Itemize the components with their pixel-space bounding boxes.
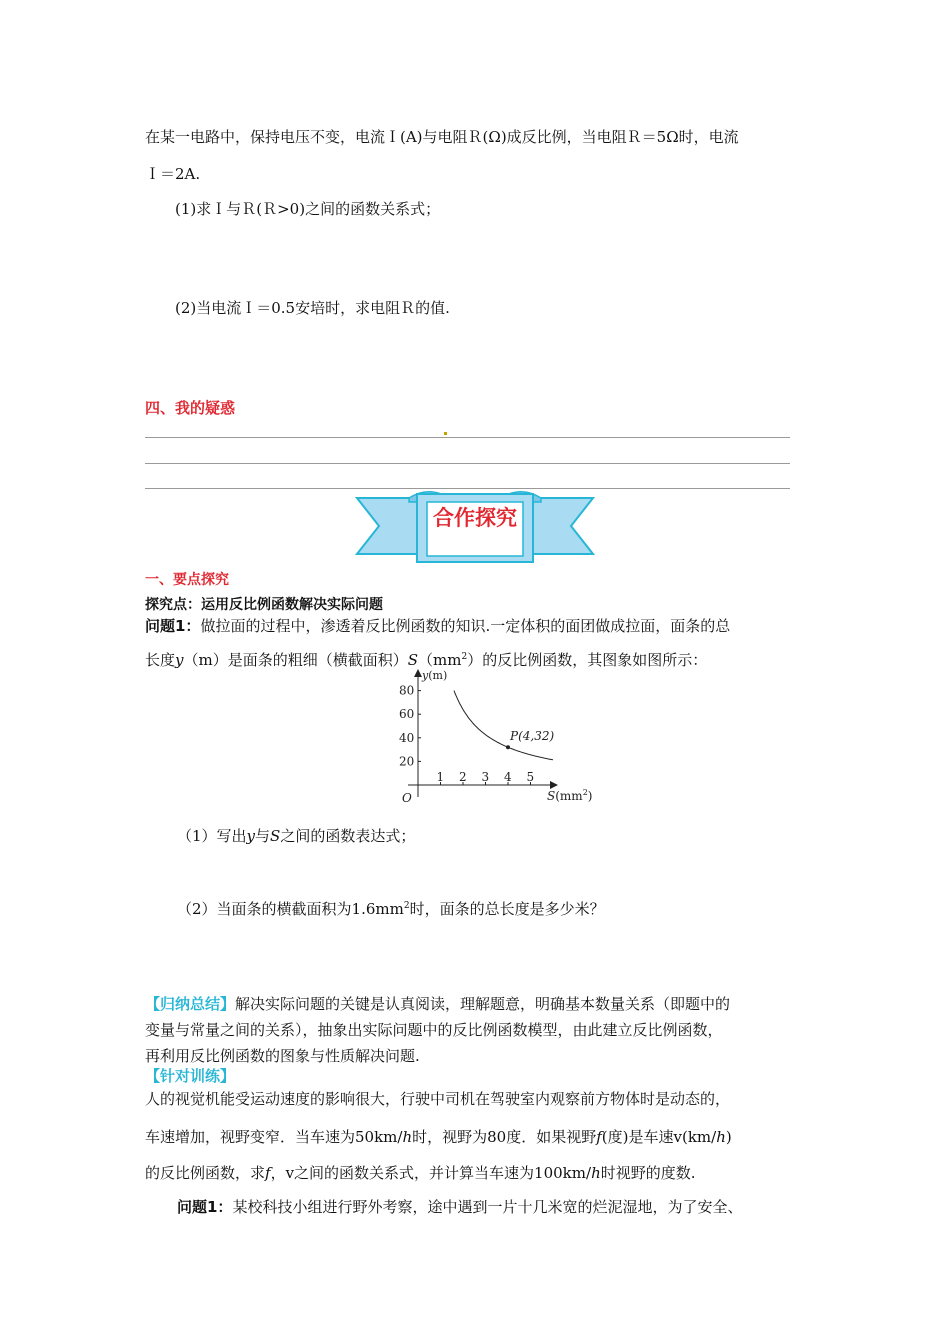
var-y: y — [175, 651, 184, 669]
t3-f: f — [265, 1164, 271, 1182]
summary-line3: 再利用反比例函数的图象与性质解决问题. — [145, 1047, 420, 1065]
problem1-line2-c: （m）是面条的粗细（横截面积） — [183, 651, 408, 669]
y-tick-label-20: 20 — [399, 754, 415, 769]
sup-2: 2 — [461, 652, 468, 662]
banner-title: 合作探究 — [433, 506, 517, 530]
problem1-line2-a: 长度 — [145, 651, 176, 669]
answer-line-1 — [145, 437, 790, 438]
t3-e: 时视野的度数. — [600, 1164, 696, 1182]
y-axis-arrow — [414, 669, 422, 677]
question-1: (1)求Ｉ与Ｒ(Ｒ>0)之间的函数关系式； — [175, 200, 441, 218]
explore-point-title: 探究点：运用反比例函数解决实际问题 — [145, 597, 383, 613]
q1-c: 与 — [255, 827, 271, 845]
problem1-line2-e: （mm — [418, 651, 462, 669]
point-p — [506, 745, 510, 749]
y-tick-label-80: 80 — [399, 683, 415, 698]
summary-text-1: 解决实际问题的关键是认真阅读，理解题意，明确基本数量关系（即题中的 — [235, 995, 731, 1013]
q2-a: （2）当面条的横截面积为1.6mm — [177, 900, 404, 918]
point-p-label: P(4,32) — [510, 729, 555, 744]
q2-sup: 2 — [403, 901, 410, 911]
problem-text-line1: 在某一电路中，保持电压不变，电流Ｉ(A)与电阻Ｒ(Ω)成反比例，当电阻Ｒ＝5Ω时，电流 — [145, 128, 739, 146]
x-axis-arrow — [550, 781, 558, 789]
training-line3 — [145, 1163, 696, 1183]
y-tick-label-60: 60 — [399, 707, 415, 722]
summary-line1 — [145, 994, 730, 1014]
doubts-heading: 四、我的疑惑 — [145, 399, 236, 417]
problem1-text: 做拉面的过程中，渗透着反比例函数的知识.一定体积的面团做成拉面，面条的总 — [200, 617, 731, 635]
q1-e: 之间的函数表达式； — [280, 827, 416, 845]
answer-line-2 — [145, 463, 790, 464]
next-problem-text: 某校科技小组进行野外考察，途中遇到一片十几米宽的烂泥湿地，为了安全、 — [232, 1198, 743, 1216]
explore-question-1 — [177, 826, 415, 846]
problem1-label: 问题1： — [145, 617, 201, 635]
t2-h2: h — [716, 1128, 726, 1146]
explore-heading: 一、要点探究 — [145, 572, 229, 588]
problem1-line1 — [145, 616, 730, 636]
training-label: 【针对训练】 — [145, 1067, 236, 1085]
q1-a: （1）写出 — [177, 827, 247, 845]
t2-g: ) — [725, 1128, 732, 1146]
x-tick-label-1: 1 — [436, 770, 445, 784]
t2-a: 车速增加，视野变窄．当车速为50km/ — [145, 1128, 403, 1146]
next-problem-label: 问题1： — [177, 1198, 233, 1216]
t3-a: 的反比例函数，求 — [145, 1164, 266, 1182]
next-problem-line — [177, 1197, 742, 1217]
training-line1: 人的视觉机能受运动速度的影响很大，行驶中司机在驾驶室内观察前方物体时是动态的， — [145, 1090, 731, 1108]
q2-c: 时，面条的总长度是多少米？ — [409, 900, 605, 918]
t2-f: f — [596, 1128, 602, 1146]
inverse-function-chart — [390, 665, 610, 810]
explore-question-2 — [177, 896, 605, 919]
problem1-line2-g: ）的反比例函数，其图象如图所示： — [467, 651, 708, 669]
x-axis-label: $S(mm^2)$ — [547, 788, 593, 803]
inverse-curve — [454, 691, 553, 760]
x-tick-label-3: 3 — [481, 770, 490, 784]
question-2: (2)当电流Ｉ＝0.5安培时，求电阻Ｒ的值. — [175, 299, 450, 317]
q1-var-s: S — [270, 827, 281, 845]
problem-text-line2: Ｉ＝2A. — [145, 165, 201, 183]
summary-line2: 变量与常量之间的关系），抽象出实际问题中的反比例函数模型，由此建立反比例函数， — [145, 1021, 723, 1039]
training-line2 — [145, 1127, 732, 1147]
x-tick-label-5: 5 — [526, 770, 535, 784]
y-tick-label-40: 40 — [399, 730, 415, 745]
t2-c: 时，视野为80度．如果视野 — [412, 1128, 597, 1146]
x-tick-label-2: 2 — [459, 770, 467, 784]
x-tick-label-4: 4 — [504, 770, 512, 784]
t3-h: h — [591, 1164, 601, 1182]
t2-h: h — [402, 1128, 413, 1146]
var-s: S — [407, 651, 419, 669]
origin-label: O — [402, 791, 412, 805]
t3-c: ，v之间的函数关系式，并计算当车速为100km/ — [270, 1164, 592, 1182]
t2-e: (度)是车速v(km/ — [601, 1128, 717, 1146]
y-axis-label: y(m) — [422, 669, 448, 682]
q1-var-y: y — [246, 827, 256, 845]
summary-label: 【归纳总结】 — [145, 995, 236, 1013]
mark-dot — [444, 432, 447, 435]
